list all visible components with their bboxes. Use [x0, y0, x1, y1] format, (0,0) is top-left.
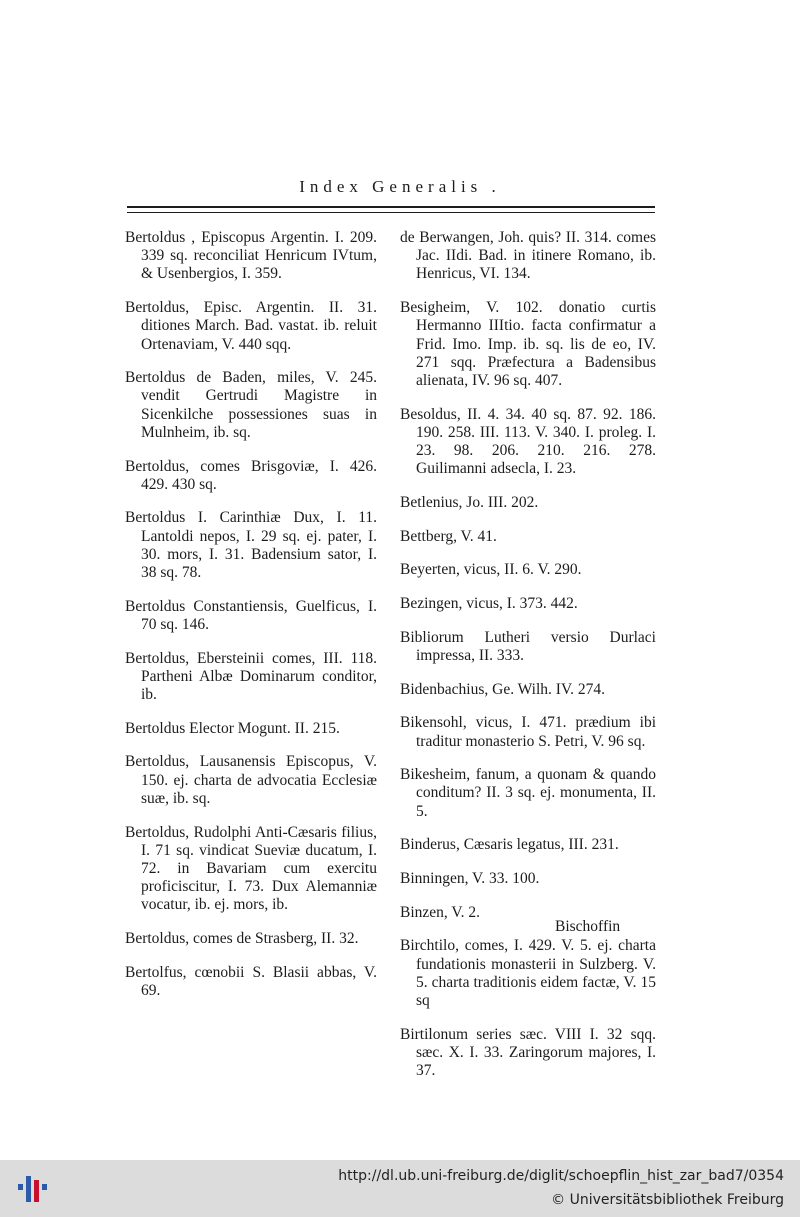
index-entry: Bidenbachius, Ge. Wilh. IV. 274.: [400, 680, 606, 698]
index-entry: Besigheim, V. 102. donatio curtis Hermanno IIItio. facta confirmatur a Frid. Imo. Imp. ib. sq. lis de eo, IV. 271 sqq. Præfectura a Badensibus alienata, IV. 96 sq. 407.: [400, 299, 656, 389]
index-entry: Bertoldus I. Carinthiæ Dux, I. 11. Lantoldi nepos, I. 29 sq. ej. pater, I. 30. mors, I. 31. Badensium sator, I. 38 sq. 78.: [125, 509, 377, 582]
index-entry: Bikensohl, vicus, I. 471. prædium ibi traditur monasterio S. Petri, V. 96 sq.: [400, 714, 656, 750]
index-entry: Bertoldus , Episcopus Argentin. I. 209. 339 sq. reconciliat Henricum IVtum, & Usenbergios, I. 359.: [125, 229, 377, 283]
index-entry: Birchtilo, comes, I. 429. V. 5. ej. charta fundationis monasterii in Sulzberg. V. 5. charta traditionis eidem factæ, V. 15 sq: [400, 937, 656, 1010]
library-logo-icon[interactable]: [14, 1170, 50, 1206]
index-entry: Besoldus, II. 4. 34. 40 sq. 87. 92. 186. 190. 258. III. 113. V. 340. I. proleg. I. 23. 98. 206. 210. 216. 278. Guilimanni adsecla, I. 23.: [400, 405, 656, 478]
header-rule-bottom: [127, 212, 655, 213]
index-entry: Bertoldus, Rudolphi Anti-Cæsaris filius, I. 71 sq. vindicat Sueviæ ducatum, I. 72. in Bavariam cum exercitu proficiscitur, I. 73. Dux Alemanniæ vocatur, ib. ej. mors, ib.: [125, 823, 377, 914]
viewer-footer: [0, 1160, 800, 1217]
index-entry: Bettberg, V. 41.: [400, 527, 497, 545]
left-column: [125, 229, 377, 1005]
document-url-link[interactable]: http://dl.ub.uni-freiburg.de/diglit/schoepflin_hist_zar_bad7/0354: [338, 1168, 784, 1184]
index-entry: Bezingen, vicus, I. 373. 442.: [400, 595, 578, 613]
header-rule-top: [127, 206, 655, 208]
index-entry: Bertoldus de Baden, miles, V. 245. vendit Gertrudi Magistre in Sicenkilche possessiones suas in Mulnheim, ib. sq.: [125, 369, 377, 441]
copyright-text: © Universitätsbibliothek Freiburg: [551, 1192, 784, 1208]
index-entry: Bertoldus, comes de Strasberg, II. 32.: [125, 930, 359, 948]
index-entry: Bertoldus Elector Mogunt. II. 215.: [125, 719, 340, 737]
index-entry: Bertoldus, Episc. Argentin. II. 31. ditiones March. Bad. vastat. ib. reluit Ortenaviam, V. 440 sqq.: [125, 299, 377, 353]
right-column: [400, 229, 656, 1085]
index-entry: Binzen, V. 2.: [400, 903, 480, 921]
index-entry: Bertoldus, comes Brisgoviæ, I. 426. 429. 430 sq.: [125, 457, 377, 493]
index-entry: Bertoldus Constantiensis, Guelficus, I. 70 sq. 146.: [125, 597, 377, 633]
index-entry: Binningen, V. 33. 100.: [400, 870, 540, 888]
index-entry: Birtilonum series sæc. VIII I. 32 sqq. sæc. X. I. 33. Zaringorum majores, I. 37.: [400, 1025, 656, 1080]
index-entry: Binderus, Cæsaris legatus, III. 231.: [400, 836, 619, 854]
index-entry: Bikesheim, fanum, a quonam & quando conditum? II. 3 sq. ej. monumenta, II. 5.: [400, 766, 656, 820]
index-entry: Bibliorum Lutheri versio Durlaci impressa, II. 333.: [400, 628, 656, 664]
index-entry: Bertoldus, Lausanensis Episcopus, V. 150. ej. charta de advocatia Ecclesiæ suæ, ib. sq.: [125, 753, 377, 807]
page-title: Index Generalis .: [299, 177, 501, 196]
catchword: Bischoffin: [555, 918, 621, 935]
index-entry: Beyerten, vicus, II. 6. V. 290.: [400, 561, 582, 579]
index-entry: de Berwangen, Joh. quis? II. 314. comes Jac. IIdi. Bad. in itinere Romano, ib. Henricus, VI. 134.: [400, 229, 656, 283]
index-entry: Bertolfus, cœnobii S. Blasii abbas, V. 69.: [125, 963, 377, 999]
index-entry: Bertoldus, Ebersteinii comes, III. 118. Partheni Albæ Dominarum conditor, ib.: [125, 649, 377, 704]
index-entry: Betlenius, Jo. III. 202.: [400, 493, 539, 511]
